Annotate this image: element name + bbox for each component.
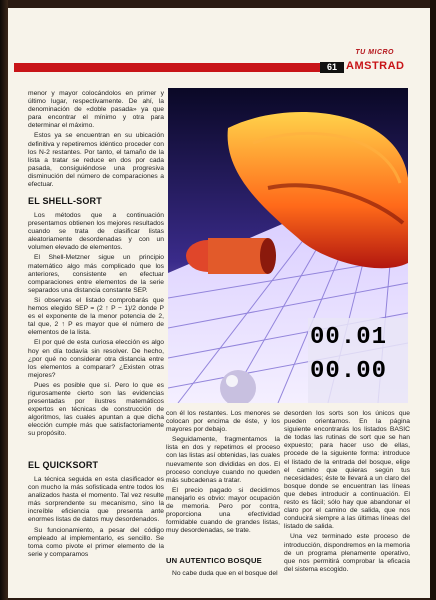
paragraph: con él los restantes. Los menores se colocan por encima de éste, y los mayores por debajo. — [166, 410, 280, 434]
header-red-bar — [14, 63, 320, 72]
paragraph: El por qué de esta curiosa elección es algo hoy en día todavía sin resolver. De hecho, ¿por qué no considerar otra distancia entre los elementos a comparar? ¿Existen otras mejores? — [28, 339, 164, 379]
paragraph: Su funcionamiento, a pesar del código empleado al implementarlo, es sencillo. Se toma como pivote el primer elemento de la serie y comparamos — [28, 526, 164, 558]
score-display-bottom: 00.00 — [310, 358, 388, 385]
section-heading: UN AUTENTICO BOSQUE — [166, 556, 262, 565]
section-kicker: TU MICRO — [355, 49, 394, 56]
page-number: 61 — [320, 62, 344, 73]
paragraph: Estos ya se encuentran en su ubicación definitiva y repetiremos idéntico proceder con los N-2 restantes. Por tanto, el tamaño de la lista a tratar se reduce en dos por cada pasada, consiguiéndose una progresiva disminución del número de comparaciones a efectuar. — [28, 132, 164, 189]
paragraph: Una vez terminado este proceso de introducción, dispondremos en la memoria de un programa plenamente operativo, que nos permitirá comprobar la eficacia del sistema escogido. — [284, 533, 411, 573]
paragraph: No cabe duda que en el bosque del — [172, 570, 278, 577]
page-edge — [430, 0, 436, 600]
section-heading: EL QUICKSORT — [28, 460, 99, 470]
page-header — [8, 8, 430, 88]
paragraph: menor y mayor colocándolos en primer y último lugar, respectivamente. De ahí, la denominación de «doble pasada» ya que para encontrar el mínimo y otra para determinar el máximo. — [28, 90, 164, 130]
middle-column — [166, 410, 280, 537]
brand-title: AMSTRAD — [346, 60, 405, 72]
bosque-section — [166, 556, 280, 580]
illustration-graphic — [168, 88, 408, 403]
section-heading: EL SHELL-SORT — [28, 196, 102, 206]
paragraph: desorden los sorts son los únicos que pueden orientarnos. En la página siguiente encontrarás los listados BASIC de todas las rutinas de sort que se han expuesto; para hacer uso de ellas, procede de la siguiente forma: introduce el listado de la entrada del bosque, elige el camino que quieras según tus necesidades; éste te llevará a un claro del bosque donde se encuentran las líneas que debes introducir a continuación. El resto es fácil; sólo hay que abandonar el claro por el camino de salida, que nos conducirá siempre a las últimas líneas del listado de salida. — [284, 410, 410, 531]
paragraph: Pues es posible que sí. Pero lo que es rigurosamente cierto son las evidencias presentadas por ilustres matemáticos expertos en técnicas de construcción de algoritmos, las cuales apuntan a que dicha elección cumple más que satisfactoriamente su propósito. — [28, 381, 164, 438]
magazine-spine — [0, 0, 8, 600]
right-column — [284, 410, 410, 576]
paragraph: Seguidamente, fragmentamos la lista en dos y repetimos el proceso con las listas así obtenidas, las cuales nuevamente son divididas en dos. El proceso concluye cuando no queden más subcadenas a tratar. — [166, 436, 280, 484]
illustration — [168, 88, 408, 403]
score-display-top: 00.01 — [310, 324, 388, 351]
paragraph: El Shell-Metzner sigue un principio matemático algo más complicado que los anteriores, consistente en efectuar comparaciones entre elementos de la serie separados una distancia constante SEP. — [28, 254, 164, 294]
paragraph: La técnica seguida en esta clasificador es con mucho la más sofisticada entre todos los analizados hasta el momento. Tal vez resulte más sorprendente su mecanismo, sino la increíble eficiencia que presenta ante enormes listas de datos muy desordenados. — [28, 476, 164, 524]
shell-sort-section — [28, 196, 164, 441]
intro-text — [28, 90, 164, 191]
magazine-page — [8, 8, 430, 598]
paragraph: Los métodos que a continuación presentamos obtienen los mejores resultados cuando se trata de clasificar listas aleatoriamente desordenadas y con un volumen elevado de elementos. — [28, 212, 164, 252]
paragraph: El precio pagado si decidimos manejarlo es obvio: mayor ocupación de memoria. Pero por contra, proporciona una efectividad formidable cuando de grandes listas, muy desordenadas, se trate. — [166, 486, 280, 535]
quicksort-section — [28, 460, 164, 561]
paragraph: Si observas el listado comprobarás que hemos elegido SEP = (2 ↑ P − 1)/2 donde P es el exponente de la menor potencia de 2, tal que, 2 ↑ P es mayor que el número de elementos de la lista. — [28, 296, 164, 337]
